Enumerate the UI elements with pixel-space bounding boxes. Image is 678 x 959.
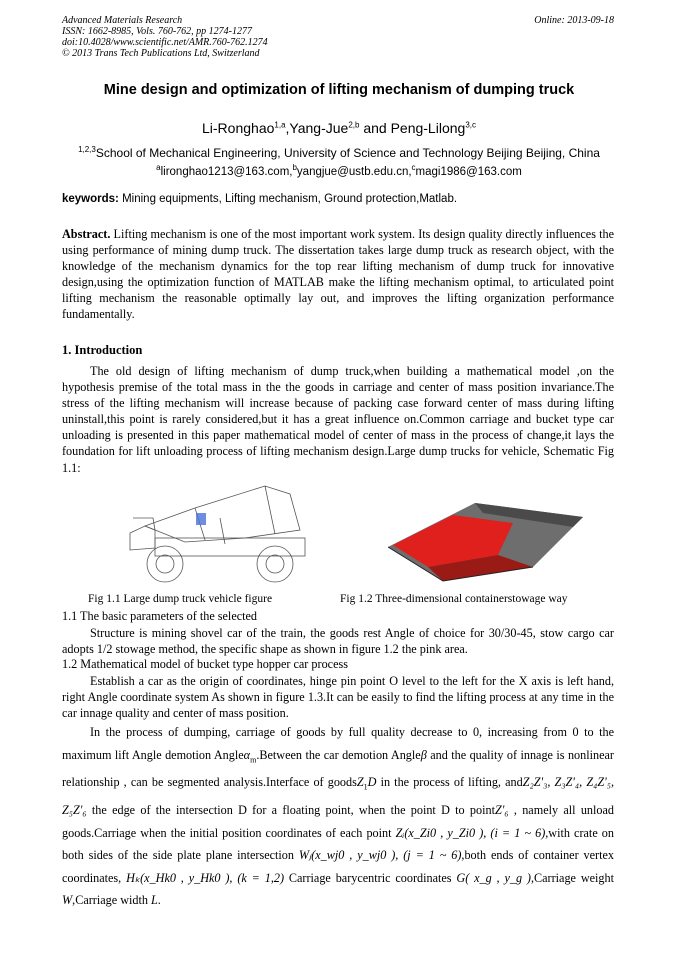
email-list: $^a$lironghao1213@163.com,$^b$yangjue@ustb.edu.cn,$^c$magi1986@163.com: [156, 163, 522, 178]
paper-title: Mine design and optimization of lifting mechanism of dumping truck: [103, 82, 575, 98]
math-z6: Z'₆: [494, 803, 509, 818]
abstract-label: Abstract.: [62, 227, 111, 241]
author-sup: 1,a: [274, 120, 286, 130]
truck-rear-hub: [266, 555, 284, 573]
subsection-paragraph: Structure is mining shovel car of the train, the goods rest Angle of choice for 30/30-45, stow cargo car adopts 1/2 stowage method, the specific shape as shown in figure 1.2 the pink area.: [62, 626, 614, 657]
email-link[interactable]: magi1986@163.com: [415, 166, 522, 178]
truck-front-wheel: [147, 546, 183, 582]
truck-lift-cylinder: [220, 518, 225, 544]
subsection-paragraph: Establish a car as the origin of coordinates, hinge pin point O level to the left for the X axis is left hand, right Angle coordinate system As shown in figure 1.3.It can be easily to find the lifting process at any time in the car innage quality and center of mass position.: [62, 674, 614, 721]
figure-caption: Fig 1.1 Large dump truck vehicle figure: [88, 593, 273, 605]
journal-name: Advanced Materials Research: [62, 15, 183, 26]
section-heading: 1. Introduction: [62, 343, 143, 357]
email-link[interactable]: yangjue@ustb.edu.cn,: [296, 166, 412, 178]
subsection-paragraph: In the process of dumping, carriage of goods by full quality decrease to 0, increasing from 0 to the maximum lift Angle demotion Angleα$_m$.Between the car demotion Angleβ and the quality of innage is nonlinear relationship , can be segmented analysis.Interface of goodsZ$_1$D in the process of lifting, andZ₂Z'₃, Z₃Z'₄, Z₄Z'₅, Z₅Z'₆ the edge of the intersection D for a floating point, when the point D to pointZ'₆ , namely all unload goods.Carriage when the initial position coordinates of each point Zᵢ(x_Zi0 , y_Zi0 ), (i = 1 ~ 6),with crate on both sides of the side plate plane intersection Wⱼ(x_wj0 , y_wj0 ), (j = 1 ~ 6),both ends of container vertex coordinates, Hₖ(x_Hk0 , y_Hk0 ), (k = 1,2) Carriage barycentric coordinates G( x_g , y_g ),Carriage weight W,Carriage width L.: [62, 725, 615, 908]
subsection-heading: 1.2 Mathematical model of bucket type hopper car process: [62, 657, 348, 671]
author-sup: 2,b: [348, 120, 360, 130]
doi: doi:10.4028/www.scientific.net/AMR.760-762.1274: [62, 37, 268, 48]
math-wj: Wⱼ(x_wj0 , y_wj0 ), (j = 1 ~ 6): [298, 848, 462, 863]
container-3d-figure: [383, 495, 588, 585]
figure-caption: Fig 1.2 Three-dimensional containerstowage way: [340, 593, 568, 605]
affiliation: $^{1,2,3}$School of Mechanical Engineering, University of Science and Technology Beijing Beijing, China: [78, 145, 600, 160]
truck-highlight-marker: [196, 513, 206, 525]
author-sup: 3,c: [465, 120, 476, 130]
math-hk: Hₖ(x_Hk0 , y_Hk0 ), (k = 1,2): [126, 870, 285, 885]
author-list: Li-Ronghao$^{1,a}$,Yang-Jue$^{2,b}$ and Peng-Lilong$^{3,c}$: [202, 120, 476, 136]
keywords-label: keywords:: [62, 193, 119, 205]
truck-cab: [130, 526, 155, 550]
issn: ISSN: 1662-8985, Vols. 760-762, pp 1274-1277: [62, 26, 252, 37]
author-name: Yang-Jue: [289, 120, 349, 136]
truck-body-outline: [145, 486, 300, 542]
math-w: W: [62, 893, 73, 908]
author-name: Peng-Lilong: [390, 120, 466, 136]
truck-rear-wheel: [257, 546, 293, 582]
math-beta: β: [420, 747, 427, 762]
subsection-heading: 1.1 The basic parameters of the selected: [62, 609, 258, 623]
email-link[interactable]: lironghao1213@163.com,: [160, 166, 293, 178]
copyright: © 2013 Trans Tech Publications Ltd, Switzerland: [62, 48, 260, 59]
intro-paragraph: The old design of lifting mechanism of dump truck,when building a mathematical model ,on the hypothesis premise of the total mass in the the goods in carriage and center of mass position invariance.The stress of the lifting mechanism will increase because of packing case forward center of mass during lifting uninstall,this point is rarely considered,but it has a great influence on.Common carriage and bucket type car unloading is presented in this paper mathematical model of center of mass in the process of change,it lays the foundation for lift unloading process of lifting mechanism design.Large dump trucks for vehicle, Schematic Fig 1.1:: [62, 364, 614, 475]
truck-body-line: [265, 486, 275, 534]
math-l: L: [151, 893, 158, 908]
math-z: Z: [356, 775, 364, 790]
keywords: keywords: Mining equipments, Lifting mechanism, Ground protection,Matlab.: [62, 193, 458, 205]
math-alpha: α: [243, 747, 251, 762]
dump-truck-figure: [125, 478, 325, 588]
math-zi: Zᵢ(x_Zi0 , y_Zi0 ), (i = 1 ~ 6): [395, 825, 546, 840]
truck-chassis: [155, 538, 305, 556]
truck-front-hub: [156, 555, 174, 573]
journal-meta: [62, 15, 268, 59]
math-g: G( x_g , y_g ): [456, 870, 531, 885]
author-name: Li-Ronghao: [202, 120, 275, 136]
math-z-sequence: Z₂Z'₃, Z₃Z'₄, Z₄Z'₅, Z₅Z'₆: [62, 775, 614, 818]
abstract: Abstract. Lifting mechanism is one of the most important work system. Its design quality directly influences the using performance of mining dump truck. The dissertation takes large dump truck as research object, with the knowledge of the mechanism dynamics for the top rear lifting mechanism of dump truck for innovative design,using the optimization function of MATLAB make the lifting mechanism optimal, to articulated point lifting mechanism the reasonable optimally lay out, and improves the lifting organization performance fundamentally.: [62, 227, 614, 322]
online-date: Online: 2013-09-18: [534, 15, 614, 26]
